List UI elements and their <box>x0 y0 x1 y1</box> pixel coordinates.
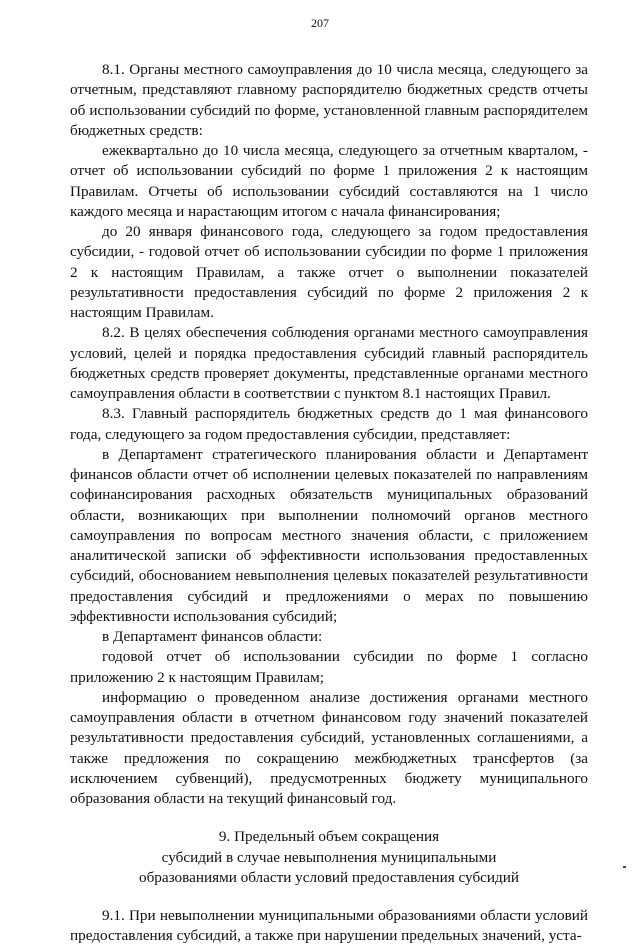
scan-dot <box>623 866 626 868</box>
paragraph-strategic-planning: в Департамент стратегического планирования области и Департамент финансов области отчет об исполнении целевых показателей по направлениям софинансирования расходных обязательств муниципальных образований области, возникающих при выполнении полномочий органов местного самоуправления по вопросам местного значения области, с приложением аналитической записки об эффективности использования предоставленных субсидий, обоснованием невыполнения целевых показателей результативности предоставления субсидий и предложениями о мерах по повышению эффективности использования субсидий; <box>70 445 588 625</box>
page-number: 207 <box>311 16 329 30</box>
paragraph-analysis-information: информацию о проведенном анализе достижения органами местного самоуправления области в отчетном финансовом году значений показателей результативности предоставления субсидий, установленных соглашениями, а также предложения по сокращению межбюджетных трансфертов (за исключением субвенций), предусмотренных бюджету муниципального образования области на текущий финансовый год. <box>70 688 588 807</box>
document-body <box>70 60 588 947</box>
paragraph-8-3: 8.3. Главный распорядитель бюджетных средств до 1 мая финансового года, следующего за годом предоставления субсидии, представляет: <box>70 405 588 443</box>
section-heading-line-2: субсидий в случае невыполнения муниципальными <box>161 848 497 866</box>
paragraph-finance-department: в Департамент финансов области: <box>102 628 323 645</box>
section-heading-line-1: 9. Предельный объем сокращения <box>218 828 440 846</box>
section-heading-line-3: образованиями области условий предоставления субсидий <box>138 868 520 886</box>
paragraph-8-1: 8.1. Органы местного самоуправления до 10 числа месяца, следующего за отчетным, представляют главному распорядителю бюджетных средств отчеты об использовании субсидий по форме, установленной главным распорядителем бюджетных средств: <box>70 61 588 139</box>
section-9-heading <box>70 827 588 888</box>
paragraph-annual-usage-report: годовой отчет об использовании субсидии по форме 1 согласно приложению 2 к настоящим Правилам; <box>70 648 588 686</box>
paragraph-9-1: 9.1. При невыполнении муниципальными образованиями области условий предоставления субсидий, а также при нарушении предельных значений, уста- <box>70 907 588 945</box>
paragraph-quarterly-report: ежеквартально до 10 числа месяца, следующего за отчетным кварталом, - отчет об использовании субсидий по форме 1 приложения 2 к настоящим Правилам. Отчеты об использовании субсидий составляются на 1 число каждого месяца и нарастающим итогом с начала финансирования; <box>70 142 588 220</box>
paragraph-8-2: 8.2. В целях обеспечения соблюдения органами местного самоуправления условий, целей и порядка предоставления субсидий главный распорядитель бюджетных средств проверяет документы, представленные органами местного самоуправления области в соответствии с пунктом 8.1 настоящих Правил. <box>70 324 588 402</box>
paragraph-annual-report: до 20 января финансового года, следующего за годом предоставления субсидии, - годовой отчет об использовании субсидии по форме 1 приложения 2 к настоящим Правилам, а также отчет о выполнении показателей результативности предоставления субсидий по форме 2 приложения 2 к настоящим Правилам. <box>70 223 588 321</box>
